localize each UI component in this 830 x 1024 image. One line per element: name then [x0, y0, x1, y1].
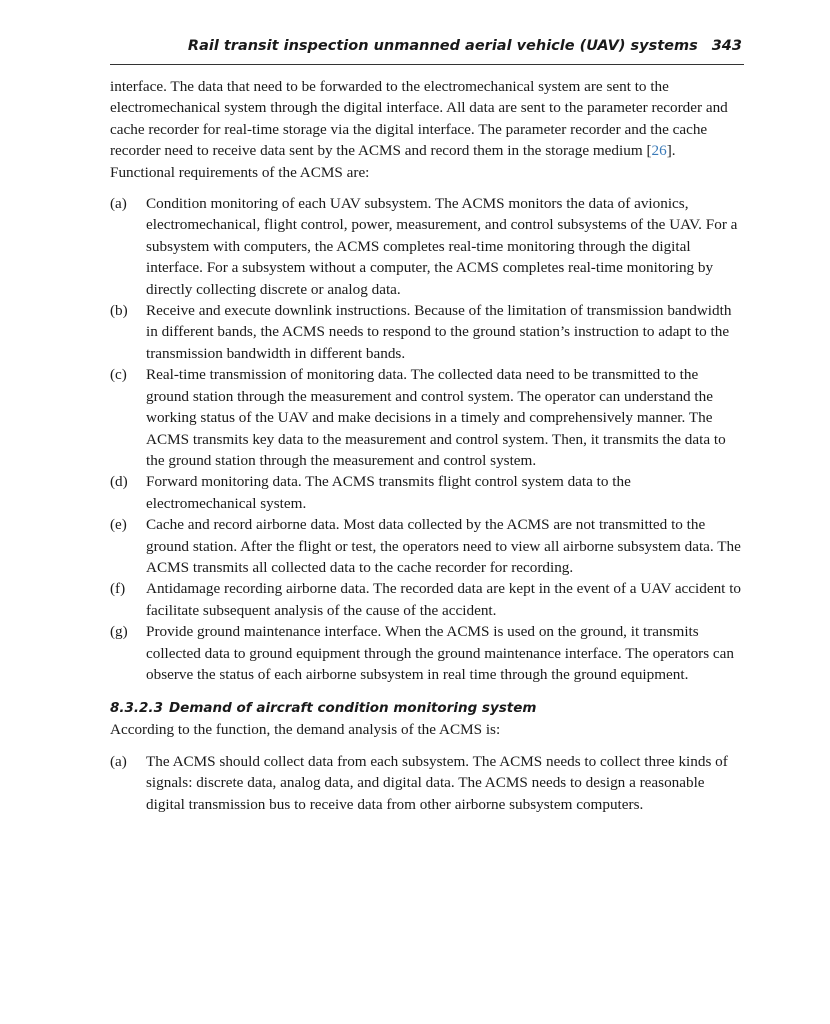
- list-item-text: Forward monitoring data. The ACMS transmits flight control system data to the electromechanical system.: [146, 473, 631, 512]
- section-number: 8.3.2.3: [110, 700, 163, 717]
- list-item-text: Cache and record airborne data. Most data collected by the ACMS are not transmitted to the ground station. After the flight or test, the operators need to view all airborne subsystem data. The ACMS transmits all collected data to the cache recorder for recording.: [146, 516, 741, 576]
- list-item: [110, 300, 744, 364]
- list-item-label: (f): [110, 580, 126, 598]
- list-item: [110, 471, 744, 514]
- citation-link[interactable]: 26: [651, 142, 667, 160]
- list-item-label: (e): [110, 516, 127, 534]
- list-item-label: (d): [110, 473, 128, 491]
- intro-text: interface. The data that need to be forwarded to the electromechanical system are sent to the electromechanical system through the digital interface. All data are sent to the parameter recorder and cache recorder for real-time storage via the digital interface. The parameter recorder and the cache recorder need to receive data sent by the ACMS and record them in the storage medium [: [110, 78, 728, 160]
- list-item-text: Receive and execute downlink instructions. Because of the limitation of transmission bandwidth in different bands, the ACMS needs to respond to the ground station’s instruction to adapt to the transmission bandwidth in different bands.: [146, 302, 732, 362]
- intro-paragraph: [110, 76, 744, 162]
- list-item-text: Condition monitoring of each UAV subsystem. The ACMS monitors the data of avionics, electromechanical, flight control, power, measurement, and control subsystems of the UAV. For a subsystem with computers, the ACMS completes real-time monitoring through the digital interface. For a subsystem without a computer, the ACMS completes real-time monitoring by directly collecting discrete or analog data.: [146, 195, 738, 298]
- list-item-text: Antidamage recording airborne data. The recorded data are kept in the event of a UAV accident to facilitate subsequent analysis of the cause of the accident.: [146, 580, 742, 619]
- list-item-label: (a): [110, 752, 127, 770]
- list-item-label: (b): [110, 302, 128, 320]
- list-item-label: (g): [110, 623, 128, 641]
- list-item: [110, 578, 744, 621]
- page-body: [110, 76, 744, 815]
- list-item-label: (a): [110, 195, 127, 213]
- section-heading: [110, 697, 744, 719]
- section-title: Demand of aircraft condition monitoring system: [168, 700, 537, 717]
- list-item-text: Provide ground maintenance interface. When the ACMS is used on the ground, it transmits collected data to ground equipment through the ground maintenance interface. The operators can observe the status of each airborne subsystem in real time through the ground equipment.: [146, 623, 735, 683]
- functional-requirements-list: [110, 193, 744, 685]
- list-item: [110, 751, 744, 815]
- header-rule: [110, 64, 744, 65]
- list-item: [110, 514, 744, 578]
- list-item: [110, 621, 744, 685]
- intro-text-end: ].: [666, 142, 676, 160]
- list-item-text: Real-time transmission of monitoring data. The collected data need to be transmitted to the ground station through the measurement and control system. The operator can understand the working status of the UAV and make decisions in a timely and comprehensively manner. The ACMS transmits key data to the measurement and control system. Then, it transmits the data to the ground station through the measurement and control system.: [146, 366, 726, 469]
- running-head-title: Rail transit inspection unmanned aerial vehicle (UAV) systems: [187, 38, 698, 54]
- demand-analysis-list: [110, 751, 744, 815]
- functional-lead: Functional requirements of the ACMS are:: [110, 163, 370, 181]
- running-head: [110, 38, 742, 54]
- demand-lead: According to the function, the demand analysis of the ACMS is:: [110, 721, 501, 739]
- list-item: [110, 193, 744, 300]
- list-item-label: (c): [110, 366, 127, 384]
- list-item-text: The ACMS should collect data from each subsystem. The ACMS needs to collect three kinds of signals: discrete data, analog data, and digital data. The ACMS needs to design a reasonable digital transmission bus to receive data from other airborne subsystem computers.: [146, 752, 728, 813]
- page-number: 343: [711, 38, 742, 54]
- list-item: [110, 364, 744, 471]
